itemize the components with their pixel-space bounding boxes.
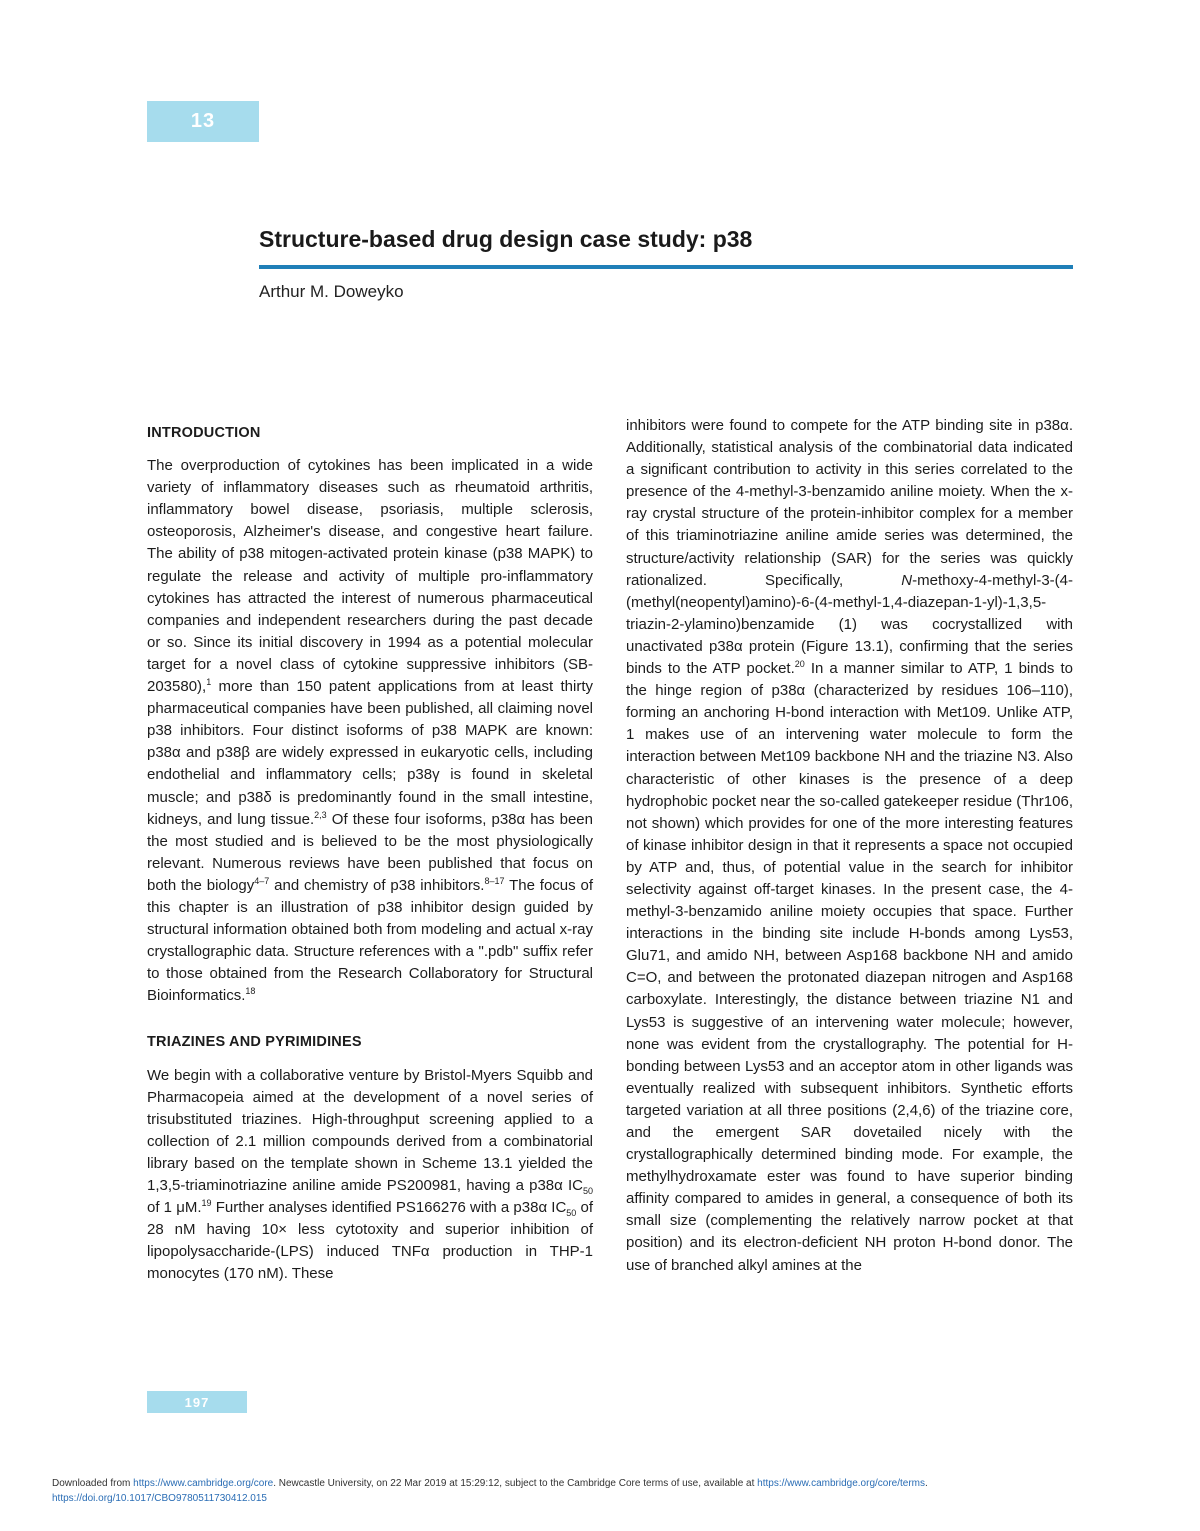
right-column	[626, 415, 1073, 1277]
left-column	[147, 422, 593, 1285]
title-rule	[259, 265, 1073, 269]
footer-suffix: .	[925, 1478, 928, 1489]
chapter-number-box	[147, 101, 259, 142]
page-number: 197	[184, 1394, 210, 1410]
footer-middle: . Newcastle University, on 22 Mar 2019 at 15:29:12, subject to the Cambridge Core terms of use, available at	[273, 1478, 758, 1489]
introduction-paragraph: The overproduction of cytokines has been implicated in a wide variety of inflammatory diseases such as rheumatoid arthritis, inflammatory bowel disease, psoriasis, multiple sclerosis, osteoporosis, Alzheimer's disease, and congestive heart failure. The ability of p38 mitogen-activated protein kinase (p38 MAPK) to regulate the release and activity of multiple pro-inflammatory cytokines has attracted the interest of numerous pharmaceutical companies and independent researchers during the past decade or so. Since its initial discovery in 1994 as a potential molecular target for a novel class of cytokine suppressive inhibitors (SB-203580),$^1$ more than 150 patent applications from at least thirty pharmaceutical companies have been published, all claiming novel p38 inhibitors. Four distinct isoforms of p38 MAPK are known: p38α and p38β are widely expressed in eukaryotic cells, including endothelial and inflammatory cells; p38γ is found in skeletal muscle; and p38δ is predominantly found in the small intestine, kidneys, and lung tissue.$^{2,3}$ Of these four isoforms, p38α has been the most studied and is believed to be the most physiologically relevant. Numerous reviews have been published that focus on both the biology$^{4-7}$ and chemistry of p38 inhibitors.$^{8-17}$ The focus of this chapter is an illustration of p38 inhibitor design guided by structural information obtained both from modeling and actual x-ray crystallographic data. Structure references with a ".pdb" suffix refer to those obtained from the Research Collaboratory for Structural Bioinformatics.$^{18}$	[147, 457, 593, 1005]
page-number-box	[147, 1391, 247, 1413]
section-heading-triazines: TRIAZINES AND PYRIMIDINES	[147, 1034, 362, 1051]
terms-link[interactable]: https://www.cambridge.org/core/terms	[757, 1478, 926, 1489]
continued-paragraph: inhibitors were found to compete for the ATP binding site in p38α. Additionally, statistical analysis of the combinatorial data indicated a significant contribution to activity in this series correlated to the presence of the 4-methyl-3-benzamido aniline moiety. When the x-ray crystal structure of the protein-inhibitor complex for a member of this triaminotriazine aniline amide series was determined, the structure/activity relationship (SAR) for the series was quickly rationalized. Specifically, N-methoxy-4-methyl-3-(4-(methyl(neopentyl)amino)-6-(4-methyl-1,4-diazepan-1-yl)-1,3,5-triazin-2-ylamino)benzamide (1) was cocrystallized with unactivated p38α protein (Figure 13.1), confirming that the series binds to the ATP pocket.$^{20}$ In a manner similar to ATP, 1 binds to the hinge region of p38α (characterized by residues 106–110), forming an anchoring H-bond interaction with Met109. Unlike ATP, 1 makes use of an intervening water molecule to form the interaction between Met109 backbone NH and the triazine N3. Also characteristic of other kinases is the presence of a deep hydrophobic pocket near the so-called gatekeeper residue (Thr106, not shown) which provides for one of the more interesting features of kinase inhibitor design in that it represents a space not occupied by ATP and, thus, of potential value in the search for inhibitor selectivity against off-target kinases. In the present case, the 4-methyl-3-benzamido aniline moiety occupies that space. Further interactions in the binding site include H-bonds among Lys53, Glu71, and amido NH, between Asp168 backbone NH and amido C=O, and between the protonated diazepan nitrogen and Asp168 carboxylate. Interestingly, the distance between triazine N1 and Lys53 is suggestive of an intervening water molecule; however, none was evident from the crystallography. The potential for H-bonding between Lys53 and an acceptor atom in other ligands was eventually realized with subsequent inhibitors. Synthetic efforts targeted variation at all three positions (2,4,6) of the triazine core, and the emergent SAR dovetailed nicely with the crystallographically determined binding mode. For example, the methylhydroxamate ester was found to have superior binding affinity compared to amides in general, a consequence of both its small size (complementing the relatively narrow pocket at that position) and its electron-deficient NH proton H-bond donor. The use of branched alkyl amines at the	[626, 417, 1073, 1274]
triazines-paragraph: We begin with a collaborative venture by Bristol-Myers Squibb and Pharmacopeia aimed at the development of a novel series of trisubstituted triazines. High-throughput screening applied to a collection of 2.1 million compounds derived from a combinatorial library based on the template shown in Scheme 13.1 yielded the 1,3,5-triaminotriazine aniline amide PS200981, having a p38α $IC_{50}$ of 1 μM.$^{19}$ Further analyses identified PS166276 with a p38α $IC_{50}$ of 28 nM having 10× less cytotoxity and superior inhibition of lipopolysaccharide-(LPS) induced TNFα production in THP-1 monocytes (170 nM). These	[147, 1066, 593, 1283]
footer-prefix: Downloaded from	[52, 1478, 134, 1489]
doi-link[interactable]: https://doi.org/10.1017/CBO9780511730412.015	[52, 1493, 267, 1504]
download-footer	[52, 1476, 1152, 1506]
author-name: Arthur M. Doweyko	[259, 282, 404, 301]
chapter-number: 13	[190, 110, 216, 132]
section-heading-introduction: INTRODUCTION	[147, 425, 261, 441]
chapter-title: Structure-based drug design case study: p38	[259, 226, 753, 252]
cambridge-core-link[interactable]: https://www.cambridge.org/core	[133, 1478, 274, 1489]
